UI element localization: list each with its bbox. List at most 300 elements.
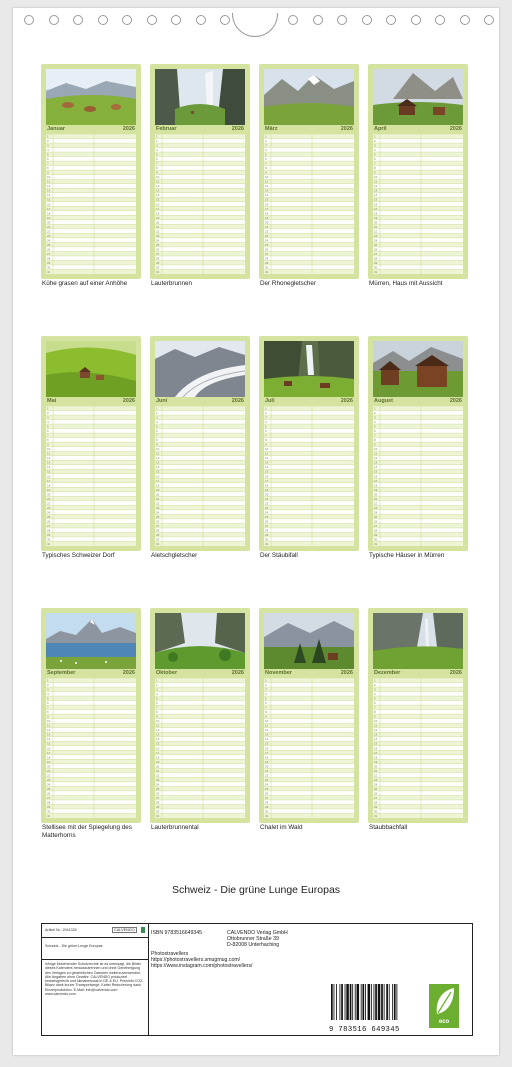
- svg-text:31: 31: [47, 270, 51, 274]
- svg-text:27: 27: [47, 251, 51, 256]
- svg-text:14: 14: [374, 193, 378, 198]
- svg-text:21: 21: [156, 496, 160, 501]
- svg-text:27: 27: [374, 523, 378, 528]
- svg-text:21: 21: [47, 224, 51, 229]
- svg-text:30: 30: [156, 265, 160, 270]
- svg-text:13: 13: [47, 188, 51, 193]
- svg-text:7: 7: [47, 161, 49, 166]
- svg-text:31: 31: [156, 270, 160, 274]
- svg-text:9: 9: [265, 442, 267, 447]
- month-header: [46, 125, 136, 133]
- svg-text:17: 17: [156, 478, 160, 483]
- svg-text:31: 31: [47, 814, 51, 818]
- month-year: 2026: [449, 670, 462, 676]
- svg-text:8: 8: [374, 438, 376, 443]
- svg-text:18: 18: [374, 483, 378, 488]
- svg-text:4: 4: [374, 420, 376, 425]
- svg-text:25: 25: [374, 242, 378, 247]
- svg-text:2: 2: [265, 139, 267, 144]
- month-caption: Aletschgletscher: [151, 552, 198, 559]
- svg-text:22: 22: [374, 501, 378, 506]
- svg-text:17: 17: [265, 206, 269, 211]
- month-name: September: [47, 670, 76, 676]
- svg-text:17: 17: [265, 750, 269, 755]
- svg-text:18: 18: [374, 211, 378, 216]
- svg-text:3: 3: [265, 687, 267, 692]
- svg-text:2: 2: [265, 683, 267, 688]
- svg-text:19: 19: [47, 487, 51, 492]
- svg-text:27: 27: [47, 523, 51, 528]
- svg-text:16: 16: [374, 474, 378, 479]
- svg-text:16: 16: [265, 746, 269, 751]
- binding-hole: [122, 15, 132, 25]
- svg-text:8: 8: [265, 166, 267, 171]
- binding-hole: [362, 15, 372, 25]
- svg-text:25: 25: [156, 242, 160, 247]
- svg-text:11: 11: [156, 179, 160, 184]
- svg-text:26: 26: [156, 791, 160, 796]
- eco-badge: [429, 984, 459, 1028]
- svg-text:19: 19: [156, 759, 160, 764]
- month-photo: [264, 613, 354, 669]
- svg-text:18: 18: [156, 755, 160, 760]
- svg-text:30: 30: [265, 265, 269, 270]
- svg-text:5: 5: [156, 424, 158, 429]
- svg-text:10: 10: [265, 175, 269, 180]
- svg-text:22: 22: [265, 773, 269, 778]
- month-photo: [373, 341, 463, 397]
- svg-text:24: 24: [265, 510, 269, 515]
- svg-text:1: 1: [47, 134, 49, 139]
- month-year: 2026: [449, 126, 462, 132]
- svg-text:16: 16: [47, 202, 51, 207]
- svg-text:27: 27: [156, 251, 160, 256]
- month-year: 2026: [122, 670, 135, 676]
- svg-text:20: 20: [265, 492, 269, 497]
- svg-text:14: 14: [47, 193, 51, 198]
- svg-text:31: 31: [374, 542, 378, 546]
- svg-text:29: 29: [156, 260, 160, 265]
- binding-hole: [386, 15, 396, 25]
- svg-text:21: 21: [374, 496, 378, 501]
- month-header: [264, 397, 354, 405]
- svg-text:3: 3: [47, 143, 49, 148]
- svg-text:14: 14: [156, 193, 160, 198]
- month-year: 2026: [231, 398, 244, 404]
- svg-text:16: 16: [156, 474, 160, 479]
- svg-text:26: 26: [374, 791, 378, 796]
- svg-text:14: 14: [374, 737, 378, 742]
- month-name: Mai: [47, 398, 57, 404]
- svg-text:26: 26: [47, 247, 51, 252]
- svg-text:11: 11: [47, 723, 51, 728]
- month-name: August: [374, 398, 393, 404]
- svg-text:28: 28: [374, 800, 378, 805]
- svg-text:8: 8: [47, 166, 49, 171]
- month-name: Juli: [265, 398, 275, 404]
- svg-text:18: 18: [156, 483, 160, 488]
- svg-text:1: 1: [156, 134, 158, 139]
- publisher-line: D-82008 Unterhaching: [227, 942, 280, 948]
- svg-text:19: 19: [265, 215, 269, 220]
- month-name: November: [265, 670, 292, 676]
- month-caption: Lauterbrunnental: [151, 824, 199, 831]
- svg-text:12: 12: [265, 184, 269, 189]
- svg-text:3: 3: [156, 143, 158, 148]
- svg-text:13: 13: [156, 460, 160, 465]
- month-photo: [373, 69, 463, 125]
- svg-text:5: 5: [47, 696, 49, 701]
- svg-text:29: 29: [374, 260, 378, 265]
- month-card: [368, 608, 468, 823]
- planner-grid: [264, 134, 354, 274]
- svg-text:23: 23: [156, 505, 160, 510]
- svg-text:22: 22: [374, 229, 378, 234]
- svg-text:12: 12: [47, 728, 51, 733]
- svg-text:8: 8: [156, 710, 158, 715]
- month-photo: [155, 341, 245, 397]
- svg-text:3: 3: [374, 415, 376, 420]
- barcode-bars: [329, 984, 421, 1020]
- author-link[interactable]: https://www.instagram.com/photostravellers/: [151, 963, 253, 969]
- planner-grid: [264, 678, 354, 818]
- svg-text:7: 7: [47, 705, 49, 710]
- svg-text:30: 30: [374, 537, 378, 542]
- month-name: Februar: [156, 126, 177, 132]
- svg-text:15: 15: [374, 469, 378, 474]
- svg-text:11: 11: [374, 179, 378, 184]
- svg-text:3: 3: [156, 415, 158, 420]
- svg-text:8: 8: [374, 166, 376, 171]
- svg-text:26: 26: [47, 791, 51, 796]
- svg-text:1: 1: [265, 134, 267, 139]
- svg-text:12: 12: [47, 456, 51, 461]
- svg-text:9: 9: [156, 170, 158, 175]
- svg-text:29: 29: [47, 804, 51, 809]
- svg-text:19: 19: [156, 487, 160, 492]
- svg-text:18: 18: [374, 755, 378, 760]
- svg-text:13: 13: [47, 460, 51, 465]
- month-name: März: [265, 126, 278, 132]
- svg-text:24: 24: [374, 510, 378, 515]
- svg-text:27: 27: [156, 795, 160, 800]
- svg-text:20: 20: [156, 220, 160, 225]
- month-caption: Der Stäubifall: [260, 552, 298, 559]
- svg-text:20: 20: [47, 492, 51, 497]
- svg-text:18: 18: [47, 483, 51, 488]
- calvendo-badge: CALVENDO: [114, 928, 135, 932]
- svg-text:29: 29: [265, 532, 269, 537]
- svg-text:6: 6: [265, 701, 267, 706]
- svg-text:30: 30: [374, 809, 378, 814]
- svg-text:30: 30: [265, 537, 269, 542]
- svg-text:5: 5: [156, 696, 158, 701]
- calvendo-badge-icon: [141, 927, 145, 933]
- svg-text:16: 16: [265, 202, 269, 207]
- svg-text:31: 31: [265, 270, 269, 274]
- svg-text:13: 13: [374, 732, 378, 737]
- svg-text:25: 25: [47, 242, 51, 247]
- month-photo: [46, 69, 136, 125]
- svg-text:30: 30: [156, 537, 160, 542]
- svg-text:20: 20: [374, 220, 378, 225]
- month-name: Dezember: [374, 670, 401, 676]
- svg-text:7: 7: [265, 161, 267, 166]
- svg-text:4: 4: [47, 692, 49, 697]
- calendar-title: Schweiz - Die grüne Lunge Europas: [171, 884, 341, 896]
- svg-text:20: 20: [156, 764, 160, 769]
- svg-text:25: 25: [265, 786, 269, 791]
- svg-text:5: 5: [47, 152, 49, 157]
- svg-text:28: 28: [156, 800, 160, 805]
- planner-grid: [155, 134, 245, 274]
- svg-text:24: 24: [156, 782, 160, 787]
- month-card: [150, 336, 250, 551]
- svg-text:1: 1: [47, 678, 49, 683]
- svg-text:19: 19: [47, 215, 51, 220]
- svg-text:21: 21: [47, 768, 51, 773]
- svg-text:11: 11: [374, 451, 378, 456]
- svg-text:3: 3: [47, 415, 49, 420]
- svg-text:2: 2: [47, 411, 49, 416]
- svg-text:4: 4: [374, 148, 376, 153]
- binding-hole: [73, 15, 83, 25]
- publisher-line: CALVENDO Verlag GmbH: [227, 930, 288, 936]
- svg-text:18: 18: [265, 483, 269, 488]
- month-header: [373, 125, 463, 133]
- planner-grid: [155, 678, 245, 818]
- svg-text:15: 15: [265, 741, 269, 746]
- svg-text:24: 24: [47, 510, 51, 515]
- svg-text:11: 11: [265, 179, 269, 184]
- svg-text:8: 8: [47, 710, 49, 715]
- svg-text:23: 23: [47, 505, 51, 510]
- svg-text:29: 29: [47, 260, 51, 265]
- svg-text:4: 4: [156, 420, 158, 425]
- month-caption: Typische Häuser in Mürren: [369, 552, 445, 559]
- svg-text:7: 7: [47, 433, 49, 438]
- month-card: [41, 336, 141, 551]
- svg-text:29: 29: [265, 260, 269, 265]
- legal-text: Infolge bestehender Schutzrechte ist es untersagt, die Bilder dieses Kalenders herauszutrennen und ohne Genehmigung des Verlages zu gewerblichen Zwecken weiterzuverwenden. Alle Angaben ohne Gewähr. CALVENDO produziert bedarfsgerecht und klimabewusst in DE & EU. Preisinfo CO2-Bilanz dank kurzer Transportwege. Kartei Reduzierung dank Einzelproduktion. E-Mail: info@calvendo.com · www.calvendo.com: [45, 962, 144, 997]
- svg-text:11: 11: [156, 723, 160, 728]
- svg-text:28: 28: [47, 528, 51, 533]
- svg-text:26: 26: [156, 519, 160, 524]
- svg-text:6: 6: [47, 429, 49, 434]
- author-link[interactable]: https://photostravellers.smugmug.com/: [151, 957, 241, 963]
- svg-text:11: 11: [47, 451, 51, 456]
- month-card: [368, 336, 468, 551]
- svg-text:22: 22: [47, 229, 51, 234]
- svg-text:25: 25: [47, 786, 51, 791]
- svg-text:22: 22: [265, 229, 269, 234]
- svg-text:8: 8: [156, 438, 158, 443]
- svg-text:9: 9: [265, 714, 267, 719]
- svg-text:16: 16: [156, 202, 160, 207]
- svg-text:31: 31: [156, 542, 160, 546]
- svg-text:27: 27: [265, 251, 269, 256]
- svg-text:7: 7: [265, 433, 267, 438]
- svg-text:10: 10: [156, 447, 160, 452]
- svg-text:26: 26: [47, 519, 51, 524]
- svg-text:17: 17: [374, 478, 378, 483]
- footer-title-row: [42, 937, 148, 960]
- svg-text:28: 28: [374, 256, 378, 261]
- svg-text:20: 20: [47, 220, 51, 225]
- planner-grid: [373, 678, 463, 818]
- svg-text:10: 10: [374, 175, 378, 180]
- svg-text:4: 4: [265, 692, 267, 697]
- svg-text:25: 25: [374, 786, 378, 791]
- svg-text:15: 15: [156, 469, 160, 474]
- svg-text:24: 24: [265, 238, 269, 243]
- svg-text:22: 22: [47, 501, 51, 506]
- planner-grid: [46, 134, 136, 274]
- svg-text:22: 22: [265, 501, 269, 506]
- svg-text:17: 17: [374, 206, 378, 211]
- month-photo: [264, 341, 354, 397]
- svg-text:29: 29: [47, 532, 51, 537]
- svg-text:12: 12: [47, 184, 51, 189]
- svg-text:26: 26: [265, 791, 269, 796]
- svg-text:21: 21: [265, 768, 269, 773]
- svg-text:6: 6: [156, 157, 158, 162]
- month-year: 2026: [231, 670, 244, 676]
- svg-text:26: 26: [374, 247, 378, 252]
- svg-text:10: 10: [374, 447, 378, 452]
- svg-text:6: 6: [374, 701, 376, 706]
- svg-text:2: 2: [47, 139, 49, 144]
- svg-text:23: 23: [156, 777, 160, 782]
- svg-text:25: 25: [265, 242, 269, 247]
- svg-text:3: 3: [374, 143, 376, 148]
- footer-left-column: [42, 924, 149, 1035]
- month-name: Juni: [156, 398, 168, 404]
- svg-text:17: 17: [156, 750, 160, 755]
- svg-text:5: 5: [156, 152, 158, 157]
- svg-text:19: 19: [265, 759, 269, 764]
- svg-text:9: 9: [265, 170, 267, 175]
- svg-text:13: 13: [156, 732, 160, 737]
- publisher-address: [227, 930, 288, 948]
- svg-text:22: 22: [374, 773, 378, 778]
- month-photo: [155, 69, 245, 125]
- svg-text:19: 19: [265, 487, 269, 492]
- svg-text:2: 2: [374, 411, 376, 416]
- svg-text:23: 23: [265, 233, 269, 238]
- svg-text:12: 12: [374, 184, 378, 189]
- month-caption: Typisches Schweizer Dorf: [42, 552, 115, 559]
- svg-text:10: 10: [156, 175, 160, 180]
- svg-text:17: 17: [156, 206, 160, 211]
- svg-text:24: 24: [156, 238, 160, 243]
- svg-text:28: 28: [265, 256, 269, 261]
- svg-text:29: 29: [265, 804, 269, 809]
- binding-hole: [98, 15, 108, 25]
- svg-text:5: 5: [374, 424, 376, 429]
- month-year: 2026: [231, 126, 244, 132]
- svg-text:2: 2: [156, 139, 158, 144]
- svg-text:14: 14: [265, 193, 269, 198]
- svg-text:13: 13: [374, 188, 378, 193]
- svg-text:20: 20: [265, 764, 269, 769]
- month-header: [264, 125, 354, 133]
- month-year: 2026: [449, 398, 462, 404]
- svg-text:1: 1: [156, 678, 158, 683]
- svg-text:7: 7: [156, 433, 158, 438]
- svg-text:4: 4: [374, 692, 376, 697]
- svg-text:1: 1: [265, 678, 267, 683]
- month-header: [373, 669, 463, 677]
- svg-text:27: 27: [47, 795, 51, 800]
- svg-text:5: 5: [374, 696, 376, 701]
- svg-text:13: 13: [265, 460, 269, 465]
- svg-text:6: 6: [265, 429, 267, 434]
- barcode: [329, 984, 439, 1034]
- svg-text:19: 19: [47, 759, 51, 764]
- svg-text:15: 15: [374, 197, 378, 202]
- svg-text:27: 27: [265, 523, 269, 528]
- svg-text:9: 9: [374, 442, 376, 447]
- month-card: [41, 64, 141, 279]
- svg-text:8: 8: [265, 710, 267, 715]
- month-name: April: [374, 126, 387, 132]
- binding-hole: [49, 15, 59, 25]
- month-photo: [46, 613, 136, 669]
- svg-text:7: 7: [265, 705, 267, 710]
- svg-text:4: 4: [156, 692, 158, 697]
- svg-text:1: 1: [47, 406, 49, 411]
- svg-text:7: 7: [374, 433, 376, 438]
- svg-text:22: 22: [156, 773, 160, 778]
- month-name: Oktober: [156, 670, 178, 676]
- svg-text:7: 7: [374, 705, 376, 710]
- month-header: [46, 669, 136, 677]
- svg-text:20: 20: [374, 492, 378, 497]
- svg-text:19: 19: [374, 487, 378, 492]
- svg-text:6: 6: [374, 429, 376, 434]
- month-card: [259, 336, 359, 551]
- month-header: [46, 397, 136, 405]
- svg-text:16: 16: [265, 474, 269, 479]
- footer-article-row: [42, 924, 148, 938]
- svg-text:30: 30: [156, 809, 160, 814]
- month-photo: [46, 341, 136, 397]
- month-year: 2026: [122, 126, 135, 132]
- binding-hole: [460, 15, 470, 25]
- svg-text:8: 8: [156, 166, 158, 171]
- planner-grid: [46, 406, 136, 546]
- svg-text:9: 9: [47, 714, 49, 719]
- author-block: [151, 951, 252, 969]
- svg-text:16: 16: [47, 474, 51, 479]
- binding-hole: [171, 15, 181, 25]
- svg-text:15: 15: [374, 741, 378, 746]
- svg-text:19: 19: [374, 215, 378, 220]
- svg-text:14: 14: [156, 737, 160, 742]
- svg-text:31: 31: [265, 542, 269, 546]
- month-card: [259, 608, 359, 823]
- svg-text:11: 11: [47, 179, 51, 184]
- month-year: 2026: [122, 398, 135, 404]
- svg-text:21: 21: [156, 224, 160, 229]
- barcode-number: 9 783516 649345: [329, 1026, 400, 1034]
- svg-text:16: 16: [374, 746, 378, 751]
- svg-text:2: 2: [156, 411, 158, 416]
- month-card: [150, 608, 250, 823]
- svg-text:25: 25: [374, 514, 378, 519]
- svg-text:4: 4: [265, 148, 267, 153]
